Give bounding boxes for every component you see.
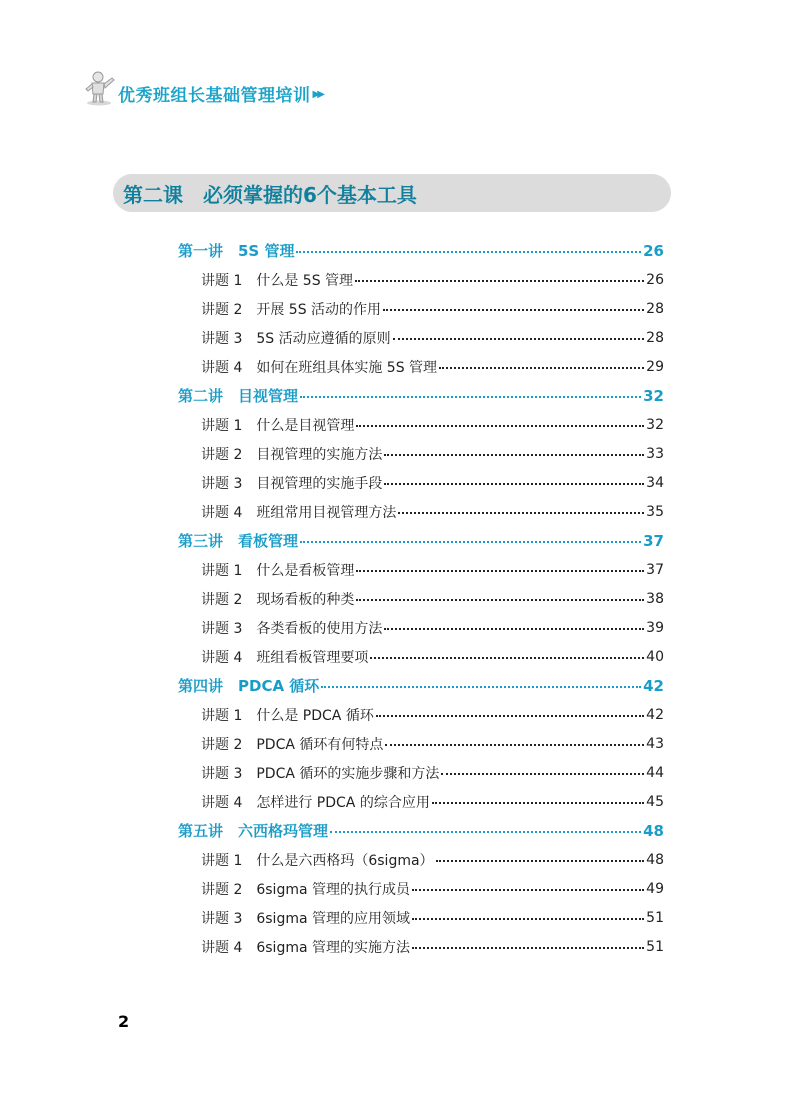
toc-entry-label: 讲题 1 什么是看板管理 [201,562,355,579]
dot-leader [370,657,644,659]
dot-leader [384,454,644,456]
dot-leader [385,744,644,746]
toc-entry-label: 讲题 3 各类看板的使用方法 [201,620,383,637]
toc-page-number: 38 [646,590,664,607]
toc-entry-label: 第二讲 目视管理 [178,387,299,405]
running-header [82,68,322,108]
toc-page-number: 48 [646,851,664,868]
dot-leader [356,570,644,572]
dot-leader [330,831,641,833]
dot-leader [398,512,644,514]
toc-page-number: 40 [646,648,664,665]
toc-entry-label: 讲题 4 班组常用目视管理方法 [201,504,397,521]
toc-entry-label: 讲题 2 目视管理的实施方法 [201,446,383,463]
dot-leader [384,483,644,485]
header-title: 优秀班组长基础管理培训 [118,85,311,106]
toc-page-number: 35 [646,503,664,520]
toc-section-entry[interactable] [178,671,664,700]
toc-page-number: 49 [646,880,664,897]
toc-topic-entry[interactable] [178,555,664,584]
toc-topic-entry[interactable] [178,932,664,961]
dot-leader [383,309,644,311]
dot-leader [356,599,644,601]
toc-topic-entry[interactable] [178,642,664,671]
toc-page-number: 29 [646,358,664,375]
toc-entry-label: 第三讲 看板管理 [178,532,299,550]
figure-logo-icon [82,70,116,106]
toc-entry-label: 讲题 1 什么是六西格玛（6sigma） [201,852,434,869]
page-number: 2 [118,1012,130,1031]
toc-entry-label: 讲题 3 目视管理的实施手段 [201,475,383,492]
dot-leader [432,802,644,804]
dot-leader [436,860,645,862]
toc-topic-entry[interactable] [178,845,664,874]
toc-topic-entry[interactable] [178,903,664,932]
toc-section-entry[interactable] [178,236,664,265]
dot-leader [321,686,641,688]
toc-page-number: 51 [646,909,664,926]
toc-entry-label: 讲题 4 班组看板管理要项 [201,649,369,666]
toc-entry-label: 第五讲 六西格玛管理 [178,822,329,840]
toc-entry-label: 讲题 2 现场看板的种类 [201,591,355,608]
toc-entry-label: 讲题 3 6sigma 管理的应用领域 [201,910,411,927]
toc-entry-label: 讲题 4 怎样进行 PDCA 的综合应用 [201,794,430,811]
dot-leader [441,773,644,775]
toc-section-entry[interactable] [178,816,664,845]
double-arrow-icon: ▶▶ [312,88,322,100]
toc-page-number: 33 [646,445,664,462]
dot-leader [393,338,645,340]
toc-topic-entry[interactable] [178,787,664,816]
dot-leader [300,396,641,398]
toc-topic-entry[interactable] [178,584,664,613]
toc-topic-entry[interactable] [178,439,664,468]
toc-page-number: 26 [643,241,664,260]
toc-page-number: 45 [646,793,664,810]
toc-entry-label: 讲题 2 开展 5S 活动的作用 [201,301,382,318]
toc-page-number: 34 [646,474,664,491]
dot-leader [384,628,644,630]
dot-leader [376,715,644,717]
toc-entry-label: 讲题 1 什么是目视管理 [201,417,355,434]
dot-leader [355,280,644,282]
toc-topic-entry[interactable] [178,700,664,729]
toc-entry-label: 第一讲 5S 管理 [178,242,295,260]
toc-entry-label: 讲题 1 什么是 PDCA 循环 [201,707,374,724]
toc-page-number: 44 [646,764,664,781]
toc-section-entry[interactable] [178,526,664,555]
toc-topic-entry[interactable] [178,729,664,758]
toc-topic-entry[interactable] [178,874,664,903]
dot-leader [300,541,641,543]
toc-page-number: 51 [646,938,664,955]
toc-topic-entry[interactable] [178,468,664,497]
toc-page-number: 32 [643,386,664,405]
dot-leader [412,889,644,891]
toc-topic-entry[interactable] [178,613,664,642]
toc-entry-label: 讲题 4 如何在班组具体实施 5S 管理 [201,359,438,376]
toc-page-number: 48 [643,821,664,840]
toc-topic-entry[interactable] [178,294,664,323]
toc-topic-entry[interactable] [178,352,664,381]
toc-topic-entry[interactable] [178,323,664,352]
lesson-banner [113,174,671,212]
toc-topic-entry[interactable] [178,497,664,526]
toc-entry-label: 讲题 1 什么是 5S 管理 [201,272,354,289]
toc-entry-label: 讲题 2 PDCA 循环有何特点 [201,736,384,753]
toc-page-number: 43 [646,735,664,752]
toc-page-number: 39 [646,619,664,636]
toc-entry-label: 讲题 3 5S 活动应遵循的原则 [201,330,391,347]
toc-entry-label: 第四讲 PDCA 循环 [178,677,320,695]
toc-topic-entry[interactable] [178,265,664,294]
toc-topic-entry[interactable] [178,410,664,439]
table-of-contents [178,236,664,961]
toc-page-number: 26 [646,271,664,288]
lesson-title: 第二课 必须掌握的6个基本工具 [123,182,417,207]
toc-page-number: 42 [646,706,664,723]
dot-leader [356,425,644,427]
toc-page-number: 28 [646,300,664,317]
toc-topic-entry[interactable] [178,758,664,787]
toc-page-number: 32 [646,416,664,433]
dot-leader [412,947,644,949]
dot-leader [296,251,641,253]
toc-section-entry[interactable] [178,381,664,410]
dot-leader [439,367,644,369]
dot-leader [412,918,644,920]
toc-entry-label: 讲题 2 6sigma 管理的执行成员 [201,881,411,898]
toc-page-number: 37 [646,561,664,578]
toc-page-number: 28 [646,329,664,346]
toc-entry-label: 讲题 4 6sigma 管理的实施方法 [201,939,411,956]
toc-page-number: 42 [643,676,664,695]
toc-entry-label: 讲题 3 PDCA 循环的实施步骤和方法 [201,765,440,782]
toc-page-number: 37 [643,531,664,550]
